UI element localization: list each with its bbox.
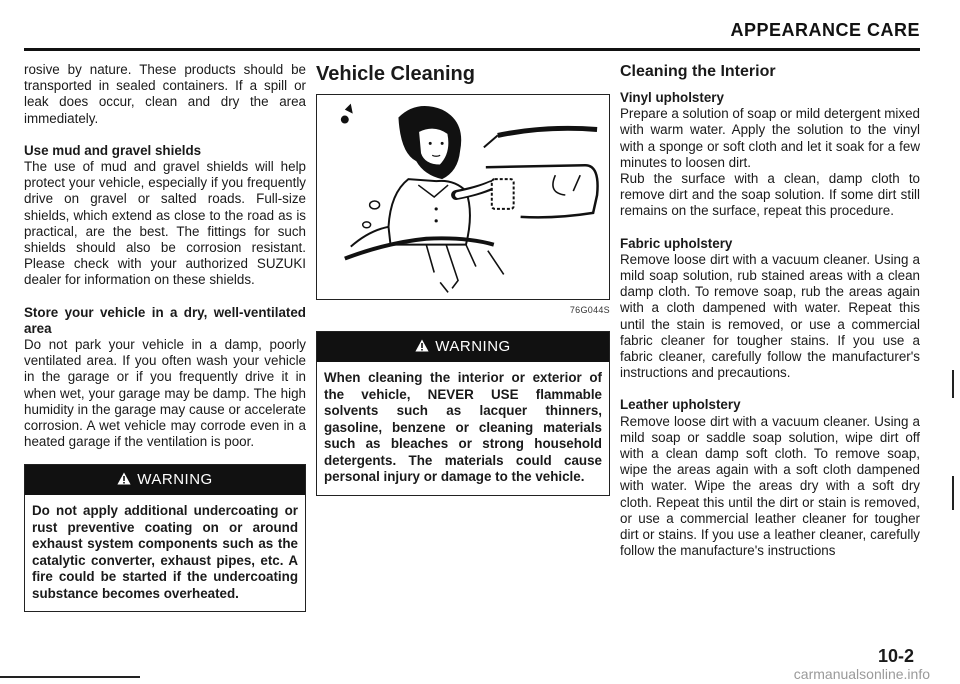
fabric-text: Remove loose dirt with a vacuum cleaner. Using a mild soap solution, rub stained areas with a clean damp cloth. To remove soap, rub the areas again with a cloth dampened with water. Repeat this until the stain is removed, or use a commercial fabric cleaner for tougher stains. If you use a fabric cleaner, carefully follow the manufacturer's instructions and precautions. xyxy=(620,251,920,381)
store-vehicle-text: Do not park your vehicle in a damp, poorly ventilated area. If you often wash your vehicle in the garage or if you frequently drive it in when wet, your garage may be damp. The high humidity in the garage may cause or accelerate corrosion. A wet vehicle may corrode even in a heated garage if the ventilation is poor. xyxy=(24,337,306,450)
margin-mark xyxy=(952,370,954,398)
column-middle xyxy=(316,62,610,496)
page-number: 10-2 xyxy=(877,646,914,666)
warning-text: Do not apply additional undercoating or rust preventive coating on or around exhaust system components such as the catalytic converter, exhaust pipes, etc. A fire could be started if the undercoating substance becomes overheated. xyxy=(32,503,298,601)
column-left xyxy=(24,62,306,612)
leather-text: Remove loose dirt with a vacuum cleaner. Using a mild soap or saddle soap solution, wipe dirt off with a clean damp soft cloth. To remove soap, wipe the areas again with a soft cloth dampened with water. Wipe the areas dry with a soft dry cloth. Repeat this until the dirt or stain is removed, or use a commercial leather cleaner for tougher dirt or stains. If you use a leather cleaner, carefully follow the manufacture's instructions xyxy=(620,413,920,559)
warning-label: WARNING xyxy=(137,471,213,489)
warning-text: When cleaning the interior or exterior of the vehicle, NEVER USE flammable solvents such as lacquer thinners, gasoline, benzene or cleaning materials such as bleaches or strong household detergents. The materials could cause personal injury or damage to the vehicle. xyxy=(324,370,602,484)
warning-header xyxy=(25,465,305,495)
header-rule xyxy=(24,48,920,51)
vehicle-cleaning-title: Vehicle Cleaning xyxy=(316,63,475,85)
warning-header xyxy=(317,332,609,362)
intro-paragraph: rosive by nature. These products should be transported in sealed containers. If a spill or leak does occur, clean and dry the area immediately. xyxy=(24,62,306,126)
fabric-heading: Fabric upholstery xyxy=(620,235,733,251)
store-vehicle-heading: Store your vehicle in a dry, well-ventilated area xyxy=(24,304,306,336)
warning-box-undercoating xyxy=(24,464,306,612)
warning-triangle-icon xyxy=(415,333,429,363)
margin-mark xyxy=(952,476,954,510)
warning-triangle-icon xyxy=(117,466,131,496)
figure-code: 76G044S xyxy=(569,305,610,315)
warning-label: WARNING xyxy=(435,338,511,355)
woman-cleaning-drawing xyxy=(317,95,609,299)
bottom-rule xyxy=(0,676,140,678)
cleaning-illustration xyxy=(316,94,610,300)
leather-heading: Leather upholstery xyxy=(620,397,741,413)
cleaning-interior-title: Cleaning the Interior xyxy=(620,63,776,80)
watermark: carmanualsonline.info xyxy=(793,666,930,682)
vinyl-text-1: Prepare a solution of soap or mild detergent mixed with warm water. Apply the solution to the vinyl with a sponge or soft cloth and let it soak for a few minutes to loosen dirt. xyxy=(620,106,920,170)
column-right xyxy=(620,62,920,559)
page-header-title: APPEARANCE CARE xyxy=(730,20,920,40)
mud-shields-text: The use of mud and gravel shields will help protect your vehicle, especially if you frequently drive on gravel or salted roads. Full-size shields, which extend as close to the road as is practical, are the best. The fittings for such shields should also be corrosion resistant. Please check with your authorized SUZUKI dealer for information on these shields. xyxy=(24,159,306,288)
vinyl-text-2: Rub the surface with a clean, damp cloth to remove dirt and the soap solution. If some dirt still remains on the surface, repeat this procedure. xyxy=(620,171,920,219)
mud-shields-heading: Use mud and gravel shields xyxy=(24,142,202,158)
warning-box-solvents xyxy=(316,331,610,496)
vinyl-heading: Vinyl upholstery xyxy=(620,90,724,105)
